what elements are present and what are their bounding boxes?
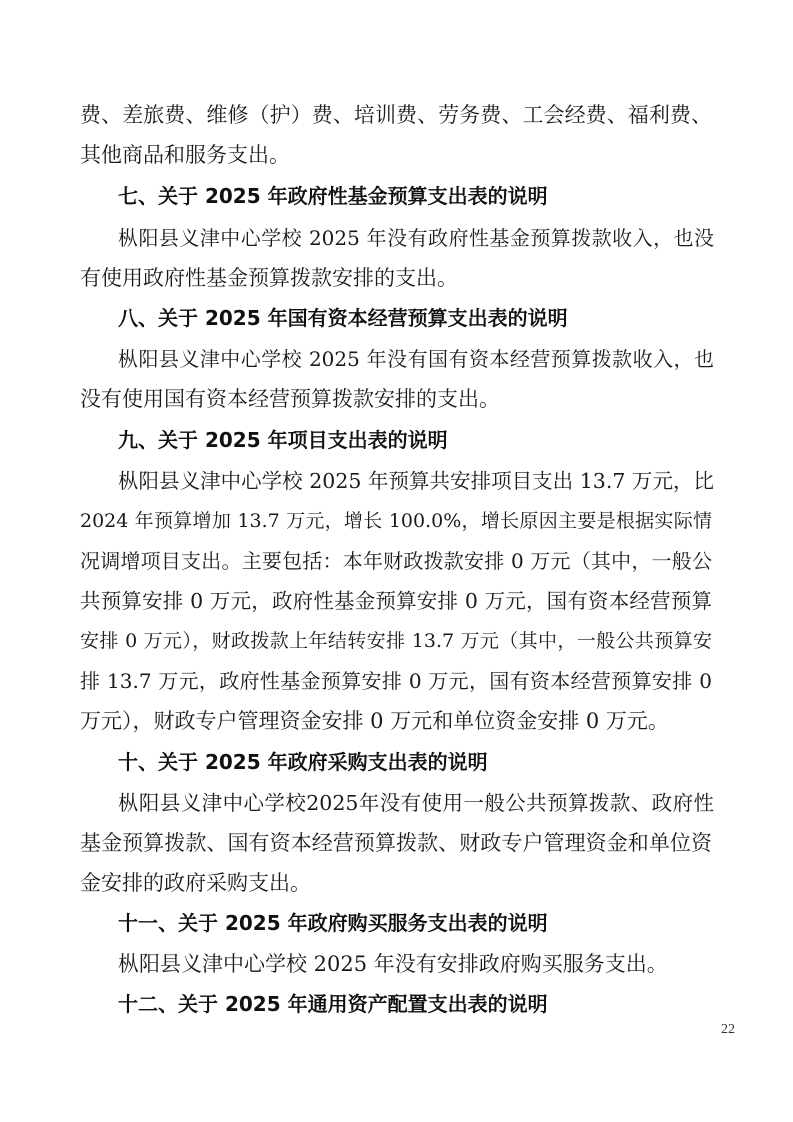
body-text-line: 枞阳县义津中心学校2025年没有使用一般公共预算拨款、政府性 <box>118 791 714 815</box>
body-text-line: 万元），财政专户管理资金安排 0 万元和单位资金安排 0 万元。 <box>80 709 669 733</box>
body-text-line: 有使用政府性基金预算拨款安排的支出。 <box>80 266 458 290</box>
page-number: 22 <box>721 1022 735 1037</box>
body-text-line: 安排 0 万元），财政拨款上年结转安排 13.7 万元（其中，一般公共预算安 <box>80 630 712 652</box>
section-heading-8: 八、关于 2025 年国有资本经营预算支出表的说明 <box>118 306 568 330</box>
body-text-line: 基金预算拨款、国有资本经营预算拨款、财政专户管理资金和单位资 <box>80 831 712 855</box>
body-text-line: 枞阳县义津中心学校 2025 年预算共安排项目支出 13.7 万元，比 <box>118 469 714 493</box>
body-text-line: 没有使用国有资本经营预算拨款安排的支出。 <box>80 387 500 411</box>
body-text-line: 况调增项目支出。主要包括：本年财政拨款安排 0 万元（其中，一般公 <box>80 549 712 573</box>
body-text-line: 金安排的政府采购支出。 <box>80 871 311 895</box>
body-text-line: 枞阳县义津中心学校 2025 年没有安排政府购买服务支出。 <box>118 952 668 976</box>
section-heading-11: 十一、关于 2025 年政府购买服务支出表的说明 <box>118 911 548 935</box>
body-text-line: 其他商品和服务支出。 <box>80 143 290 167</box>
section-heading-9: 九、关于 2025 年项目支出表的说明 <box>118 428 448 452</box>
body-text-line: 共预算安排 0 万元，政府性基金预算安排 0 万元，国有资本经营预算 <box>80 589 712 613</box>
body-text-line: 枞阳县义津中心学校 2025 年没有政府性基金预算拨款收入，也没 <box>118 226 714 250</box>
section-heading-12: 十二、关于 2025 年通用资产配置支出表的说明 <box>118 992 548 1016</box>
section-heading-10: 十、关于 2025 年政府采购支出表的说明 <box>118 750 488 774</box>
body-text-line: 2024 年预算增加 13.7 万元，增长 100.0%，增长原因主要是根据实际情 <box>80 510 712 532</box>
section-heading-7: 七、关于 2025 年政府性基金预算支出表的说明 <box>118 184 548 208</box>
body-text-line: 费、差旅费、维修（护）费、培训费、劳务费、工会经费、福利费、 <box>80 103 712 127</box>
body-text-line: 排 13.7 万元，政府性基金预算安排 0 万元，国有资本经营预算安排 0 <box>80 669 712 693</box>
body-text-line: 枞阳县义津中心学校 2025 年没有国有资本经营预算拨款收入，也 <box>118 347 714 371</box>
